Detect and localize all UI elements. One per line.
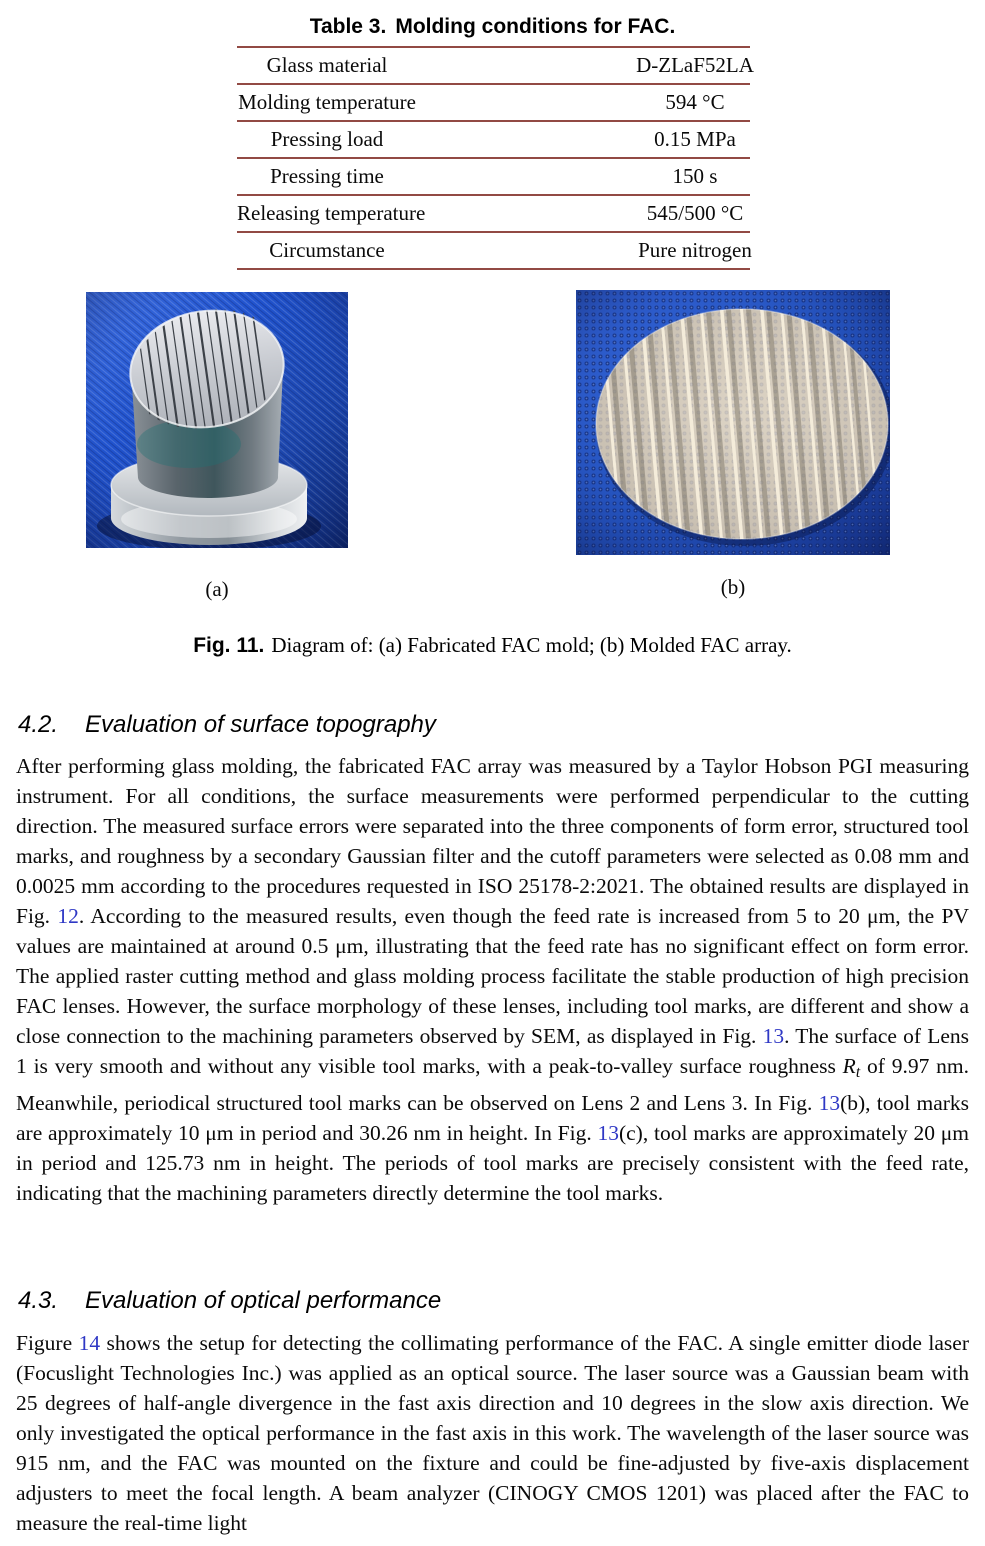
fac-mold-photo-drawing bbox=[86, 292, 348, 548]
figure-caption bbox=[0, 633, 985, 658]
text-segment: R bbox=[842, 1054, 856, 1078]
text-segment: (c), tool marks are approximately 20 μm in period and 125.73 nm in height. The periods of tool marks are precisely consistent with the feed rate, indicating that the machining parameters directly determine the tool marks. bbox=[16, 1120, 969, 1205]
table-title bbox=[0, 15, 985, 39]
section-number: 4.3. bbox=[18, 1287, 59, 1314]
section-4-3-paragraph bbox=[16, 1328, 969, 1538]
table-row-label: Molding temperature bbox=[238, 90, 416, 114]
table-row-label: Releasing temperature bbox=[237, 201, 426, 225]
text-segment: (b), tool marks are approximately 10 μm in period and 30.26 nm in height. In Fig. bbox=[16, 1090, 970, 1145]
figure-ref-link[interactable]: 12 bbox=[57, 904, 79, 928]
text-segment: After performing glass molding, the fabricated FAC array was measured by a Taylor Hobson PGI measuring instrument. For all conditions, the surface measurements were performed perpendicular to the cutting direction. The measured surface errors were separated into the three components of form error, structured tool marks, and roughness by a secondary Gaussian filter and the cutoff parameters were selected as 0.08 mm and 0.0025 mm according to the procedures requested in ISO 25178-2:2021. The obtained results are displayed in Fig. bbox=[16, 754, 969, 928]
section-title: Evaluation of optical performance bbox=[85, 1287, 442, 1314]
figure-ref-link[interactable]: 13 bbox=[818, 1090, 841, 1115]
section-heading-4-3 bbox=[18, 1287, 441, 1315]
figure-caption-text: Diagram of: (a) Fabricated FAC mold; (b) Molded FAC array. bbox=[271, 633, 792, 657]
subfigure-label-a: (a) bbox=[205, 577, 229, 601]
figure-caption-tag: Fig. 11. bbox=[193, 634, 265, 657]
table-row-label: Pressing load bbox=[270, 127, 384, 151]
table-row-label: Pressing time bbox=[270, 164, 384, 188]
table-row bbox=[237, 83, 750, 120]
fac-mold-photo bbox=[86, 292, 348, 548]
section-heading-4-2 bbox=[18, 711, 436, 739]
table-row-value: 545/500 °C bbox=[646, 201, 744, 225]
section-4-2-paragraph bbox=[16, 751, 969, 1208]
table-row-value: D-ZLaF52LA bbox=[636, 53, 754, 77]
table-row bbox=[237, 194, 750, 231]
figure-ref-link[interactable]: 13 bbox=[762, 1024, 785, 1048]
table-row bbox=[237, 46, 754, 83]
text-segment: t bbox=[855, 1063, 861, 1081]
section-number: 4.2. bbox=[18, 711, 59, 738]
table-row bbox=[237, 120, 750, 157]
text-segment: shows the setup for detecting the collimating performance of the FAC. A single emitter diode laser (Focuslight Technologies Inc.) was applied as an optical source. The laser source was a Gaussian beam with 25 degrees of half-angle divergence in the fast axis direction and 10 degrees in the slow axis direction. We only investigated the optical performance in the fast axis in this work. The wavelength of the laser source was 915 nm, and the FAC was mounted on the fixture and could be fine-adjusted by five-axis displacement adjusters to meet the focal length. A beam analyzer (CINOGY CMOS 1201) was placed after the FAC to measure the real-time light bbox=[16, 1331, 969, 1535]
text-segment: of 9.97 nm. Meanwhile, periodical structured tool marks can be observed on Lens 2 and Lens 3. In Fig. bbox=[16, 1054, 969, 1115]
table-row-value: 594 °C bbox=[665, 90, 725, 114]
molding-conditions-table bbox=[237, 46, 754, 270]
table-row-value: 150 s bbox=[672, 164, 718, 188]
section-title: Evaluation of surface topography bbox=[85, 711, 436, 738]
text-segment: . The surface of Lens 1 is very smooth and without any visible tool marks, with a peak-to-valley surface roughness bbox=[16, 1024, 969, 1078]
fac-array-photo bbox=[576, 290, 890, 555]
subfigure-label-b: (b) bbox=[720, 575, 746, 599]
text-segment: Figure bbox=[16, 1331, 79, 1355]
table-row-label: Glass material bbox=[266, 53, 388, 77]
table-title-text: Molding conditions for FAC. bbox=[395, 15, 676, 38]
table-row-label: Circumstance bbox=[269, 238, 385, 262]
table-row bbox=[237, 157, 750, 194]
fac-array-photo-drawing bbox=[576, 290, 890, 555]
figure-ref-link[interactable]: 13 bbox=[597, 1120, 619, 1145]
table-number: Table 3. bbox=[309, 15, 387, 38]
figure-ref-link[interactable]: 14 bbox=[78, 1331, 101, 1355]
text-segment: . According to the measured results, even though the feed rate is increased from 5 to 20 μm, the PV values are maintained at around 0.5 μm, illustrating that the feed rate has no significant effect on form error. The applied raster cutting method and glass molding process facilitate the stable production of high precision FAC lenses. However, the surface morphology of these lenses, including tool marks, are different and show a close connection to the machining parameters observed by SEM, as displayed in Fig. bbox=[16, 904, 969, 1048]
table-row-value: Pure nitrogen bbox=[638, 238, 752, 262]
table-row bbox=[237, 231, 750, 268]
table-row-value: 0.15 MPa bbox=[654, 127, 736, 151]
